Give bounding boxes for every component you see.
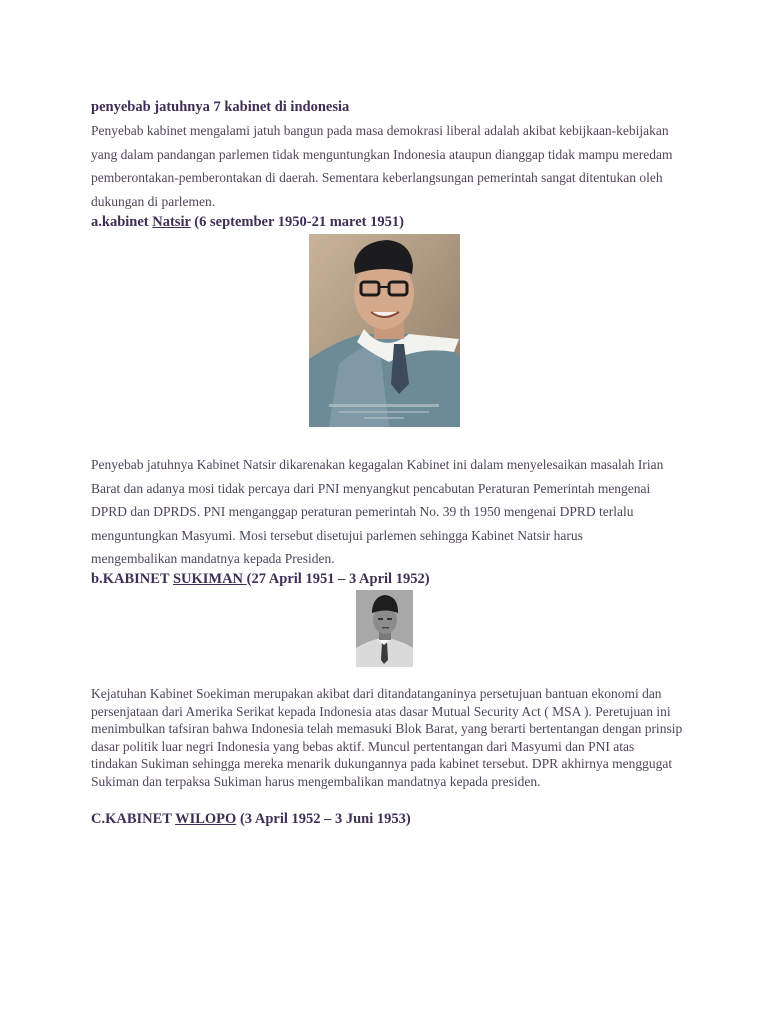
section-heading-sukiman: [91, 571, 691, 588]
section-prefix: a.kabinet: [91, 214, 153, 230]
intro-paragraph: Penyebab kabinet mengalami jatuh bangun pada masa demokrasi liberal adalah akibat kebijkaan-kebijakan yang dalam pandangan parlemen tidak menguntungkan Indonesia ataupun dianggap tidak mampu meredam pemberontakan-pemberontakan di daerah. Sementara keberlangsungan pemerintah sangat ditentukan oleh dukungan di parlemen.: [91, 123, 673, 209]
section-heading-wilopo: [91, 811, 691, 828]
section-dates: (27 April 1951 – 3 April 1952): [246, 571, 430, 587]
portrait-image: [356, 590, 413, 667]
section-name-link[interactable]: SUKIMAN: [172, 571, 247, 587]
section-prefix: C.KABINET: [91, 811, 176, 827]
document-title: [91, 99, 691, 116]
portrait-image: [309, 234, 460, 427]
section-prefix: b.KABINET: [91, 571, 173, 587]
section-name-link[interactable]: WILOPO: [175, 811, 237, 827]
sukiman-paragraph: Kejatuhan Kabinet Soekiman merupakan akibat dari ditandatanganinya persetujuan bantuan ekonomi dan persenjataan dari Amerika Serikat kepada Indonesia atas dasar Mutual Security Act ( MSA ). Peretujuan ini menimbulkan tafsiran bahwa Indonesia telah memasuki Blok Barat, yang berarti bertentangan dengan prinsip dasar politik luar negri Indonesia yang bebas aktif. Muncul pertentangan dari Masyumi dan PNI atas tindakan Sukiman sehingga mereka menarik dukungannya pada kabinet tersebut. DPR akhirnya menggugat Sukiman dan terpaksa Sukiman harus mengembalikan mandatnya kepada presiden.: [91, 686, 683, 789]
document-title-text: penyebab jatuhnya 7 kabinet di indonesia: [91, 99, 350, 115]
natsir-paragraph: Penyebab jatuhnya Kabinet Natsir dikarenakan kegagalan Kabinet ini dalam menyelesaikan masalah Irian Barat dan adanya mosi tidak percaya dari PNI menyangkut pencabutan Peraturan Pemerintah mengenai DPRD dan DPRDS. PNI menganggap peraturan pemerintah No. 39 th 1950 mengenai DPRD terlalu menguntungkan Masyumi. Mosi tersebut disetujui parlemen sehingga Kabinet Natsir harus mengembalikan mandatnya kepada Presiden.: [91, 457, 664, 566]
section-dates: (3 April 1952 – 3 Juni 1953): [236, 811, 411, 827]
section-dates: (6 september 1950-21 maret 1951): [190, 214, 404, 230]
sukiman-portrait-photo: [356, 590, 413, 667]
section-heading-natsir: [91, 214, 691, 231]
natsir-portrait-photo: [309, 234, 460, 427]
section-name-link[interactable]: Natsir: [152, 214, 191, 230]
